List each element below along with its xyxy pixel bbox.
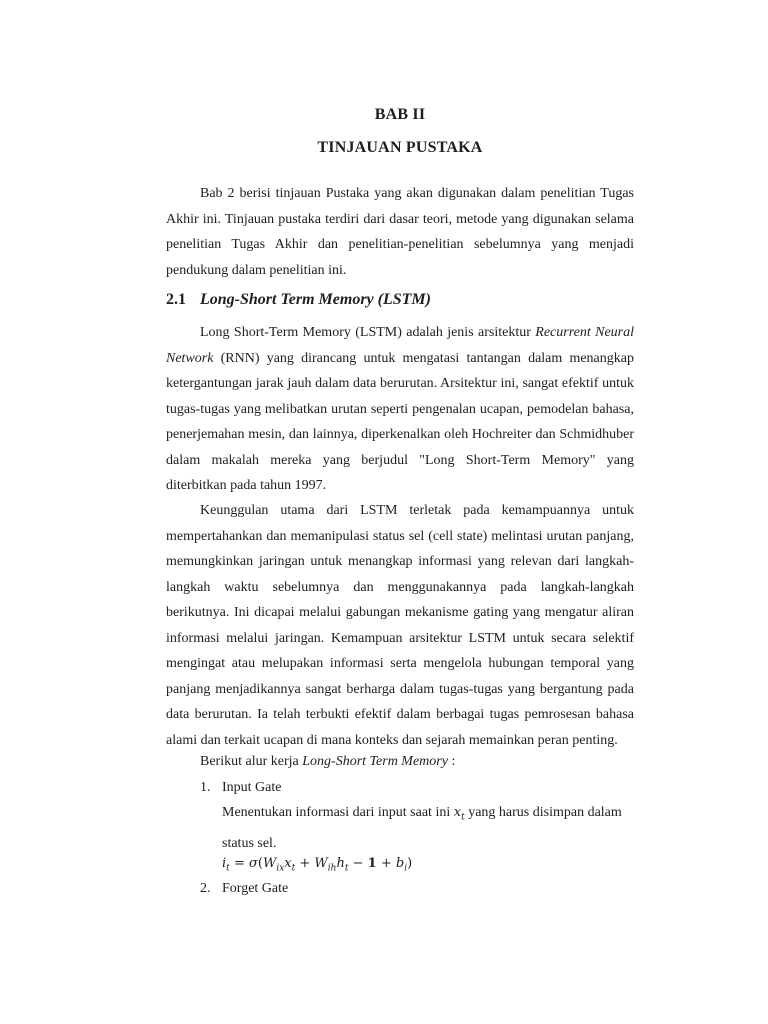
section-number: 2.1 (166, 291, 186, 308)
input-gate-formula: $i_t = \sigma(W_{ix}x_t + W_{ih}h_t - 1 + b_i)$ (222, 856, 413, 874)
list-item-forget-gate (200, 876, 634, 902)
lstm-paragraph-2: Keunggulan utama dari LSTM terletak pada kemampuannya untuk mempertahankan dan memanipulasi status sel (cell state) melintasi urutan panjang, memungkinkan jaringan untuk menangkap informasi yang relevan dari langkah-langkah waktu sebelumnya dan menggunakannya pada langkah-langkah berikutnya. Ini dicapai melalui gabungan mekanisme gating yang mengatur aliran informasi melalui jaringan. Kemampuan arsitektur LSTM untuk secara selektif mengingat atau melupakan informasi serta mengelola hubungan temporal yang panjang menjadikannya sangat berharga dalam tugas-tugas yang bergantung pada data berurutan. Ia telah terbukti efektif dalam berbagai tugas pemrosesan bahasa alami dan terkait ucapan di mana konteks dan sejarah memainkan peran penting. (166, 503, 634, 748)
list-number: 1. (200, 780, 211, 795)
section-heading (166, 291, 634, 309)
chapter-number: BAB II (374, 106, 426, 123)
workflow-lead-text-b: : (447, 754, 456, 769)
list-number: 2. (200, 881, 211, 896)
input-gate-desc-b: yang harus disimpan dalam status sel. (222, 805, 622, 852)
input-gate-desc-a: Menentukan informasi dari input saat ini (222, 805, 454, 820)
workflow-lead (166, 749, 634, 775)
input-gate-description (222, 800, 634, 857)
workflow-lead-text-a: Berikut alur kerja (200, 754, 303, 769)
lstm-para1-italic: Recurrent Neural Network (166, 325, 634, 366)
list-item-label: Forget Gate (222, 881, 289, 896)
section-title: Long-Short Term Memory (LSTM) (200, 291, 431, 308)
list-item-input-gate (200, 775, 634, 801)
lstm-paragraph-1 (166, 320, 634, 499)
workflow-lead-italic: Long-Short Term Memory (302, 754, 448, 769)
intro-paragraph: Bab 2 berisi tinjauan Pustaka yang akan digunakan dalam penelitian Tugas Akhir ini. Tinjauan pustaka terdiri dari dasar teori, metode yang digunakan selama penelitian Tugas Akhir dan penelitian-penelitian sebelumnya yang menjadi pendukung dalam penelitian ini. (166, 186, 634, 278)
lstm-para1-text-b: (RNN) yang dirancang untuk mengatasi tantangan dalam menangkap ketergantungan jarak jauh dalam data berurutan. Arsitektur ini, sangat efektif untuk tugas-tugas yang melibatkan urutan seperti pengenalan ucapan, pemodelan bahasa, penerjemahan mesin, dan lainnya, diperkenalkan oleh Hochreiter dan Schmidhuber dalam makalah mereka yang berjudul "Long Short-Term Memory" yang diterbitkan pada tahun 1997. (166, 350, 634, 493)
math-x-t: $x_t$ (453, 805, 465, 823)
lstm-para1-text-a: Long Short-Term Memory (LSTM) adalah jenis arsitektur (200, 325, 536, 340)
list-item-label: Input Gate (222, 780, 282, 795)
chapter-title: TINJAUAN PUSTAKA (317, 139, 483, 156)
